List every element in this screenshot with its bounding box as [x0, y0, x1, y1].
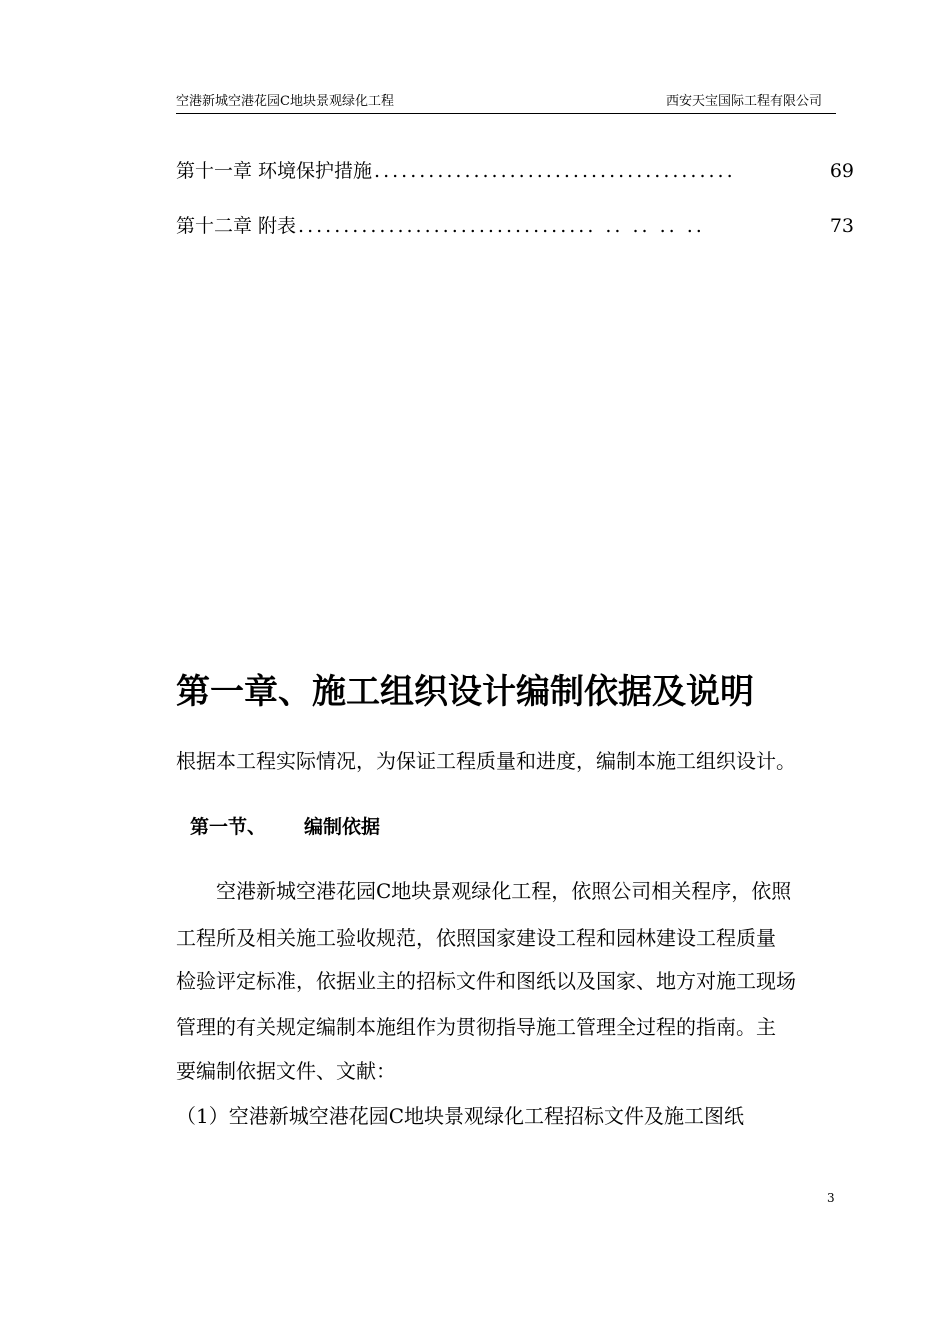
body-paragraph-line: 检验评定标准，依据业主的招标文件和图纸以及国家、地方对施工现场 [176, 969, 796, 993]
chapter-intro: 根据本工程实际情况，为保证工程质量和进度，编制本施工组织设计。 [176, 749, 796, 773]
body-paragraph-line: 管理的有关规定编制本施组作为贯彻指导施工管理全过程的指南。主 [176, 1015, 776, 1039]
section-number: 第一节、 [190, 816, 267, 838]
toc-leader-dots: ........................................ [374, 160, 736, 182]
section-title: 编制依据 [304, 816, 381, 838]
list-item: （1）空港新城空港花园C地块景观绿化工程招标文件及施工图纸 [176, 1104, 745, 1128]
section-heading [190, 812, 380, 842]
chapter-title: 第一章、施工组织设计编制依据及说明 [176, 672, 754, 712]
page-number: 3 [827, 1191, 835, 1205]
page-header [176, 93, 836, 114]
toc-entry-page: 69 [829, 160, 854, 182]
toc-entry[interactable] [176, 158, 854, 184]
header-company-name: 西安天宝国际工程有限公司 [665, 94, 822, 109]
toc-entry-title: 第十一章 环境保护措施 [176, 160, 373, 182]
body-paragraph-line: 工程所及相关施工验收规范，依照国家建设工程和园林建设工程质量 [176, 926, 776, 950]
body-paragraph-line: 要编制依据文件、文献： [176, 1059, 396, 1083]
toc-entry-page: 73 [829, 215, 854, 237]
body-paragraph-line: 空港新城空港花园C地块景观绿化工程，依照公司相关程序，依照 [176, 879, 792, 903]
toc-leader-dots: ................................. .. .. .. .. [298, 215, 705, 237]
toc-entry-title: 第十二章 附表 [176, 215, 297, 237]
toc-entry[interactable] [176, 213, 854, 239]
header-project-name: 空港新城空港花园C地块景观绿化工程 [176, 94, 394, 109]
